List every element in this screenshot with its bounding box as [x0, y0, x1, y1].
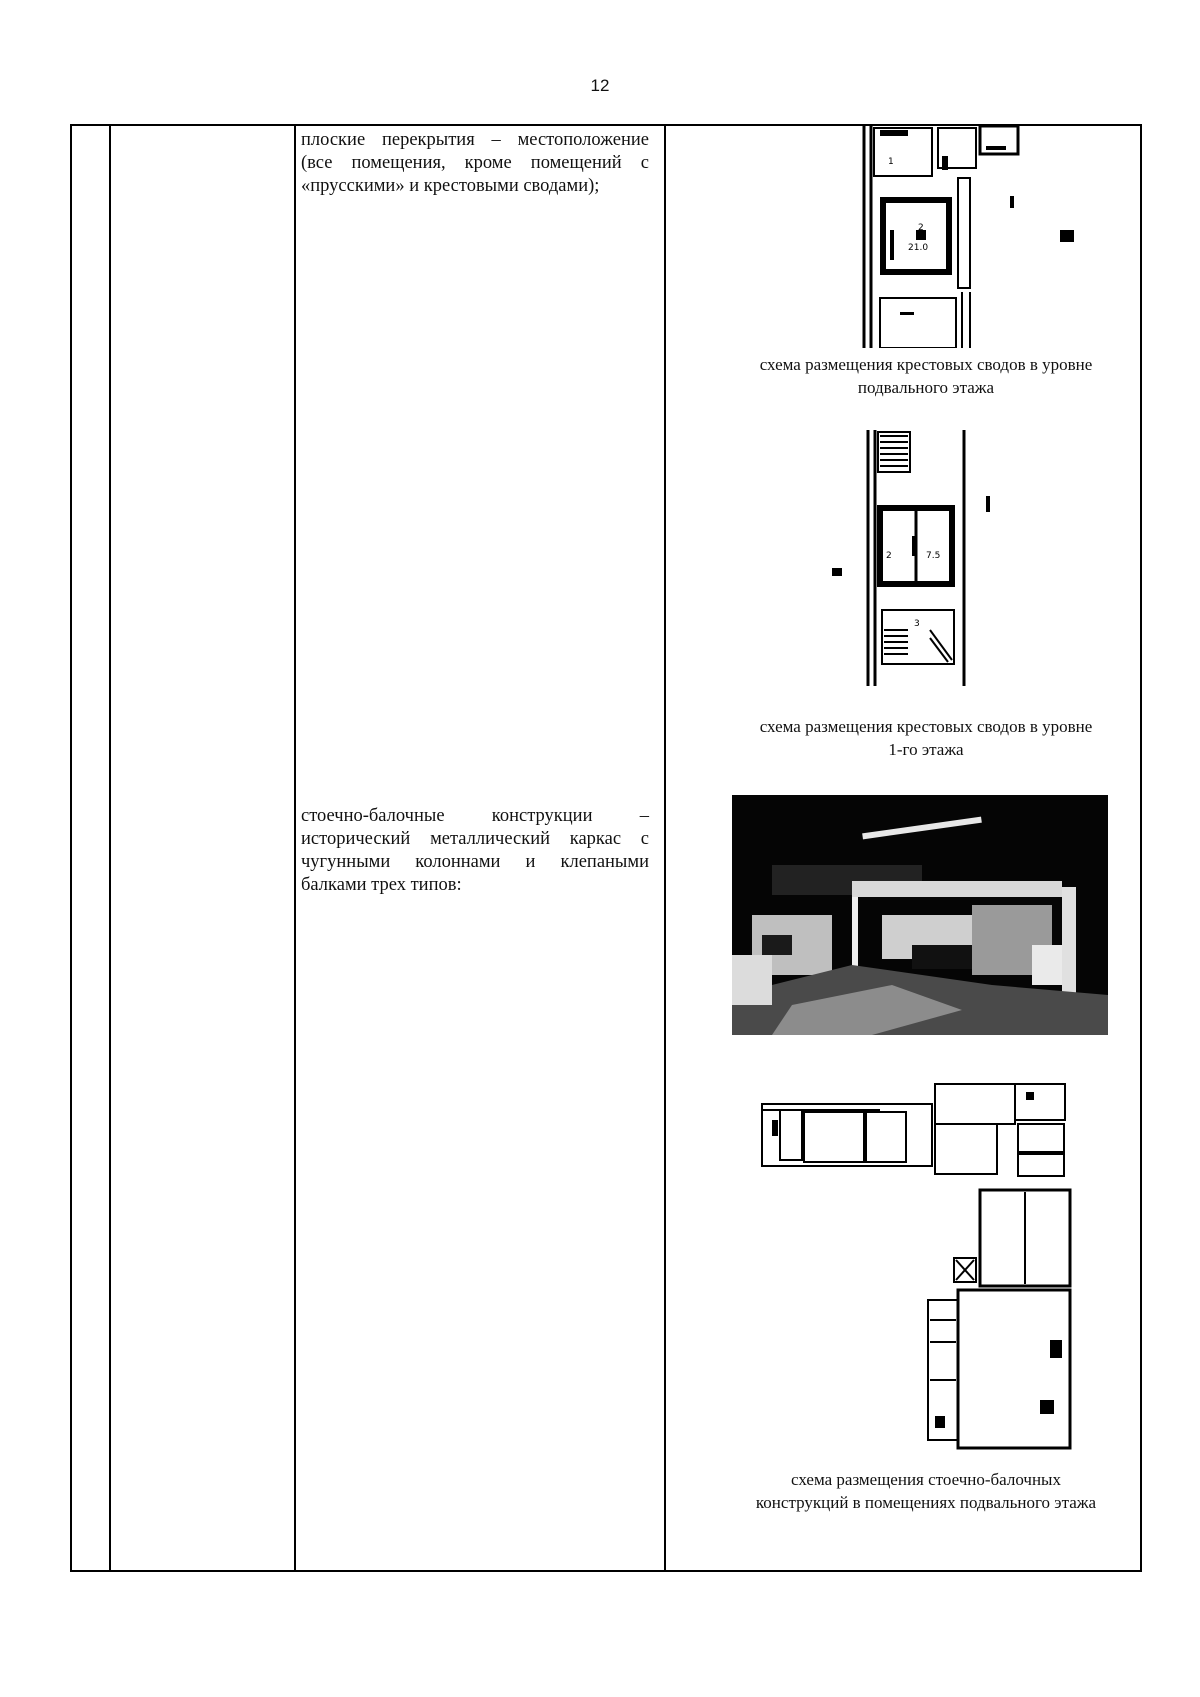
room-label: 2	[918, 223, 924, 233]
word: сводами);	[523, 176, 600, 196]
word: –	[639, 806, 649, 826]
column-divider-2	[294, 126, 296, 1570]
word: плоские	[301, 130, 366, 150]
post-beam-plan	[760, 1080, 1080, 1450]
text-line	[301, 175, 649, 198]
word: с	[640, 829, 649, 849]
word: балками	[301, 875, 367, 895]
post-beam-text	[301, 805, 649, 897]
basement-vault-plan	[860, 126, 1090, 348]
word: клепаными	[560, 852, 649, 872]
room-label: 7.5	[926, 551, 941, 561]
caption-line: подвального этажа	[857, 378, 995, 397]
caption-line: схема размещения крестовых сводов в уровне	[759, 717, 1093, 736]
room-label: 21.0	[908, 243, 929, 253]
basement-vault-caption	[720, 353, 1132, 399]
room-label: 3	[914, 619, 920, 629]
first-floor-vault-caption	[720, 715, 1132, 761]
text-line	[301, 152, 649, 175]
text-line	[301, 828, 649, 851]
word: конструкции	[491, 806, 593, 826]
caption-line: схема размещения стоечно-балочных	[791, 1470, 1061, 1489]
first-floor-vault-plan	[826, 430, 1016, 686]
word: местоположение	[517, 130, 649, 150]
word: чугунными	[301, 852, 391, 872]
word: типов:	[410, 875, 462, 895]
flat-slabs-text	[301, 129, 649, 198]
caption-line: конструкций в помещениях подвального этажа	[755, 1493, 1097, 1512]
text-line	[301, 874, 649, 897]
word: кроме	[464, 153, 512, 173]
word: исторический	[301, 829, 411, 849]
text-line	[301, 129, 649, 152]
word: и	[409, 176, 420, 196]
post-beam-caption	[720, 1468, 1132, 1514]
caption-line: 1-го этажа	[888, 740, 964, 759]
column-divider-1	[109, 126, 111, 1570]
word: стоечно-балочные	[301, 806, 445, 826]
interior-photo	[732, 795, 1108, 1035]
word: металлический	[430, 829, 551, 849]
word: трех	[371, 875, 406, 895]
word: помещений	[530, 153, 622, 173]
word: крестовыми	[423, 176, 519, 196]
page-number: 12	[590, 76, 610, 95]
column-divider-3	[664, 126, 666, 1570]
word: (все	[301, 153, 333, 173]
text-line	[301, 805, 649, 828]
word: с	[640, 153, 649, 173]
word: колоннами	[415, 852, 501, 872]
word: –	[491, 130, 501, 150]
word: помещения,	[351, 153, 446, 173]
word: каркас	[569, 829, 622, 849]
caption-line: схема размещения крестовых сводов в уровне	[759, 355, 1093, 374]
room-label: 2	[886, 551, 892, 561]
text-line	[301, 851, 649, 874]
room-label: 1	[888, 157, 894, 167]
word: перекрытия	[381, 130, 475, 150]
word: и	[525, 852, 536, 872]
word: «прусскими»	[301, 176, 405, 196]
